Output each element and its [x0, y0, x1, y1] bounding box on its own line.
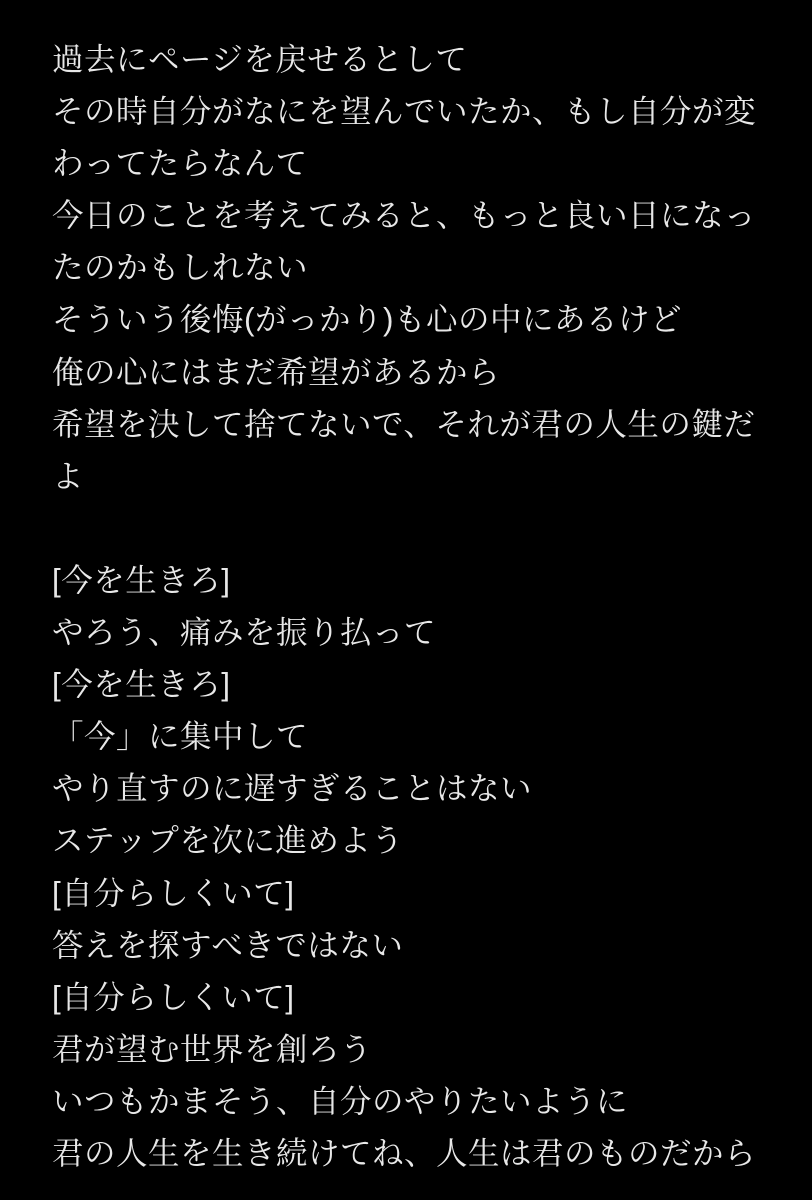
lyric-line: 「今」に集中して	[52, 718, 309, 755]
lyric-line: そういう後悔(がっかり)も心の中にあるけど	[52, 301, 682, 338]
lyric-line: [自分らしくいて]	[52, 978, 295, 1015]
lyric-line: [今を生きろ]	[52, 666, 231, 703]
lyric-line: よ	[52, 457, 85, 494]
lyrics-stanza-2	[52, 554, 792, 1179]
lyrics-stanza-1	[52, 33, 792, 502]
lyric-line: 希望を決して捨てないで、それが君の人生の鍵だ	[52, 405, 756, 442]
lyric-line: わってたらなんて	[52, 145, 308, 182]
lyric-line: [自分らしくいて]	[52, 874, 295, 911]
lyric-line: ステップを次に進めよう	[52, 822, 404, 859]
lyric-line: 答えを探すべきではない	[52, 926, 404, 963]
lyric-line: 俺の心にはまだ希望があるから	[52, 353, 501, 390]
lyric-line: 過去にページを戻せるとして	[52, 41, 468, 77]
lyric-line: いつもかまそう、自分のやりたいように	[52, 1082, 629, 1119]
lyric-line: 君の人生を生き続けてね、人生は君のものだから	[52, 1134, 757, 1171]
lyric-line: 今日のことを考えてみると、もっと良い日になっ	[52, 197, 757, 234]
lyric-line: やり直すのに遅すぎることはない	[52, 770, 533, 807]
lyric-line: [今を生きろ]	[52, 561, 231, 598]
lyric-line: 君が望む世界を創ろう	[52, 1030, 373, 1067]
lyric-line: たのかもしれない	[52, 249, 309, 286]
lyric-line: その時自分がなにを望んでいたか、もし自分が変	[52, 93, 757, 130]
lyric-line: やろう、痛みを振り払って	[52, 614, 437, 651]
